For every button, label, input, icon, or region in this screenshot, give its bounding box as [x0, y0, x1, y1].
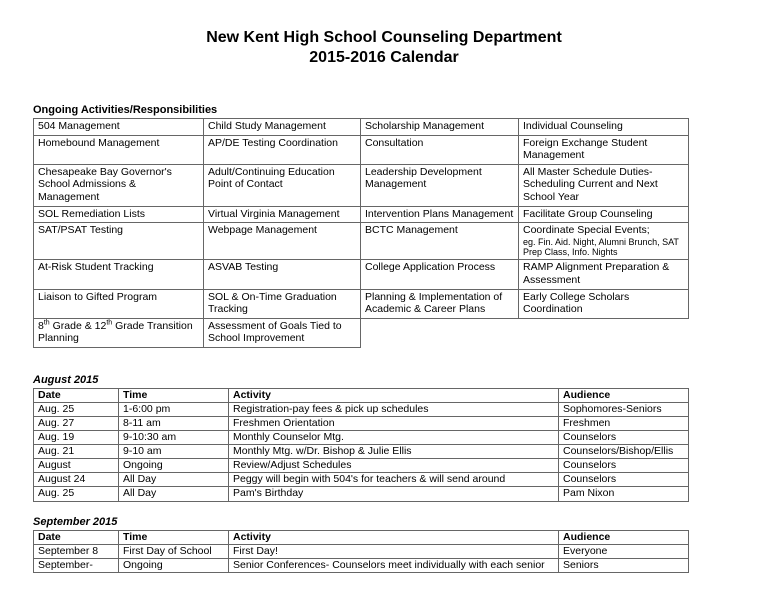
table-cell: All Day: [119, 487, 229, 501]
table-cell: Aug. 25: [34, 403, 119, 417]
table-row: [34, 260, 689, 289]
table-row: [34, 289, 689, 318]
table-header-row: [34, 389, 689, 403]
table-cell: 504 Management: [34, 119, 204, 136]
table-cell: Aug. 19: [34, 431, 119, 445]
table-cell: Foreign Exchange Student Management: [519, 135, 689, 164]
table-header-row: [34, 530, 689, 544]
table-cell: At-Risk Student Tracking: [34, 260, 204, 289]
table-cell: [519, 318, 689, 347]
column-header: Date: [34, 530, 119, 544]
document-title: [0, 0, 768, 68]
table-cell: Review/Adjust Schedules: [229, 459, 559, 473]
table-cell: Monthly Mtg. w/Dr. Bishop & Julie Ellis: [229, 445, 559, 459]
table-row: [34, 487, 689, 501]
table-cell: Homebound Management: [34, 135, 204, 164]
title-line-1: New Kent High School Counseling Department: [206, 29, 562, 46]
table-cell: Aug. 21: [34, 445, 119, 459]
column-header: Audience: [559, 389, 689, 403]
column-header: Activity: [229, 389, 559, 403]
table-cell: Monthly Counselor Mtg.: [229, 431, 559, 445]
table-cell: Leadership Development Management: [361, 164, 519, 206]
table-cell: RAMP Alignment Preparation & Assessment: [519, 260, 689, 289]
table-cell: SOL & On-Time Graduation Tracking: [204, 289, 361, 318]
table-cell: Consultation: [361, 135, 519, 164]
table-cell: AP/DE Testing Coordination: [204, 135, 361, 164]
table-cell: Coordinate Special Events; eg. Fin. Aid. Night, Alumni Brunch, SAT Prep Class, Info. Nights: [519, 223, 689, 260]
table-row: [34, 135, 689, 164]
table-cell: College Application Process: [361, 260, 519, 289]
table-row: [34, 164, 689, 206]
column-header: Time: [119, 530, 229, 544]
column-header: Time: [119, 389, 229, 403]
table-row: [34, 445, 689, 459]
title-line-2: 2015-2016 Calendar: [309, 49, 459, 66]
document-content: [33, 104, 688, 573]
table-cell: Peggy will begin with 504's for teachers & will send around: [229, 473, 559, 487]
table-cell: Intervention Plans Management: [361, 206, 519, 223]
table-cell: 8-11 am: [119, 417, 229, 431]
table-cell: Counselors: [559, 473, 689, 487]
table-row: [34, 119, 689, 136]
table-cell-note: eg. Fin. Aid. Night, Alumni Brunch, SAT Prep Class, Info. Nights: [523, 236, 679, 258]
table-cell: Assessment of Goals Tied to School Improvement: [204, 318, 361, 347]
table-cell: August: [34, 459, 119, 473]
table-row: [34, 431, 689, 445]
table-cell: Seniors: [559, 558, 689, 572]
table-row: [34, 223, 689, 260]
table-cell: Adult/Continuing Education Point of Contact: [204, 164, 361, 206]
table-cell: ASVAB Testing: [204, 260, 361, 289]
table-cell: September 8: [34, 544, 119, 558]
table-cell: All Master Schedule Duties- Scheduling Current and Next School Year: [519, 164, 689, 206]
table-cell: Webpage Management: [204, 223, 361, 260]
table-row: [34, 318, 689, 347]
august-section-heading: August 2015: [33, 374, 99, 386]
table-cell: Pam's Birthday: [229, 487, 559, 501]
table-cell: September-: [34, 558, 119, 572]
september-section-heading: September 2015: [33, 515, 118, 528]
table-cell: 9-10:30 am: [119, 431, 229, 445]
table-row: [34, 459, 689, 473]
table-cell: Freshmen: [559, 417, 689, 431]
table-cell: 8th Grade & 12th Grade Transition Planning: [34, 318, 204, 347]
column-header: Activity: [229, 530, 559, 544]
table-cell: Aug. 25: [34, 487, 119, 501]
ongoing-activities-table: [33, 118, 689, 348]
table-cell: Aug. 27: [34, 417, 119, 431]
table-row: [34, 403, 689, 417]
table-row: [34, 544, 689, 558]
table-cell: Sophomores-Seniors: [559, 403, 689, 417]
table-cell: BCTC Management: [361, 223, 519, 260]
table-cell: Facilitate Group Counseling: [519, 206, 689, 223]
table-cell: Liaison to Gifted Program: [34, 289, 204, 318]
column-header: Date: [34, 389, 119, 403]
table-cell: Ongoing: [119, 459, 229, 473]
table-cell: First Day of School: [119, 544, 229, 558]
table-cell: Counselors: [559, 459, 689, 473]
table-cell: Counselors: [559, 431, 689, 445]
table-cell: SAT/PSAT Testing: [34, 223, 204, 260]
table-cell: Freshmen Orientation: [229, 417, 559, 431]
table-cell: Ongoing: [119, 558, 229, 572]
table-row: [34, 473, 689, 487]
table-cell: August 24: [34, 473, 119, 487]
table-cell: [361, 318, 519, 347]
table-cell: Child Study Management: [204, 119, 361, 136]
column-header: Audience: [559, 530, 689, 544]
table-cell: SOL Remediation Lists: [34, 206, 204, 223]
table-row: [34, 417, 689, 431]
september-table: [33, 530, 689, 573]
table-cell: Virtual Virginia Management: [204, 206, 361, 223]
table-cell: 1-6:00 pm: [119, 403, 229, 417]
ongoing-section-heading: Ongoing Activities/Responsibilities: [33, 104, 218, 116]
table-cell: Registration-pay fees & pick up schedules: [229, 403, 559, 417]
table-cell: Planning & Implementation of Academic & Career Plans: [361, 289, 519, 318]
table-cell: First Day!: [229, 544, 559, 558]
table-row: [34, 206, 689, 223]
table-cell: Pam Nixon: [559, 487, 689, 501]
table-cell: Early College Scholars Coordination: [519, 289, 689, 318]
table-row: [34, 558, 689, 572]
table-cell: Chesapeake Bay Governor's School Admissions & Management: [34, 164, 204, 206]
table-cell: Counselors/Bishop/Ellis: [559, 445, 689, 459]
table-cell: Individual Counseling: [519, 119, 689, 136]
table-cell: Senior Conferences- Counselors meet individually with each senior: [229, 558, 559, 572]
table-cell: All Day: [119, 473, 229, 487]
table-cell: 9-10 am: [119, 445, 229, 459]
table-cell: Everyone: [559, 544, 689, 558]
table-cell: Scholarship Management: [361, 119, 519, 136]
august-table: [33, 388, 689, 502]
